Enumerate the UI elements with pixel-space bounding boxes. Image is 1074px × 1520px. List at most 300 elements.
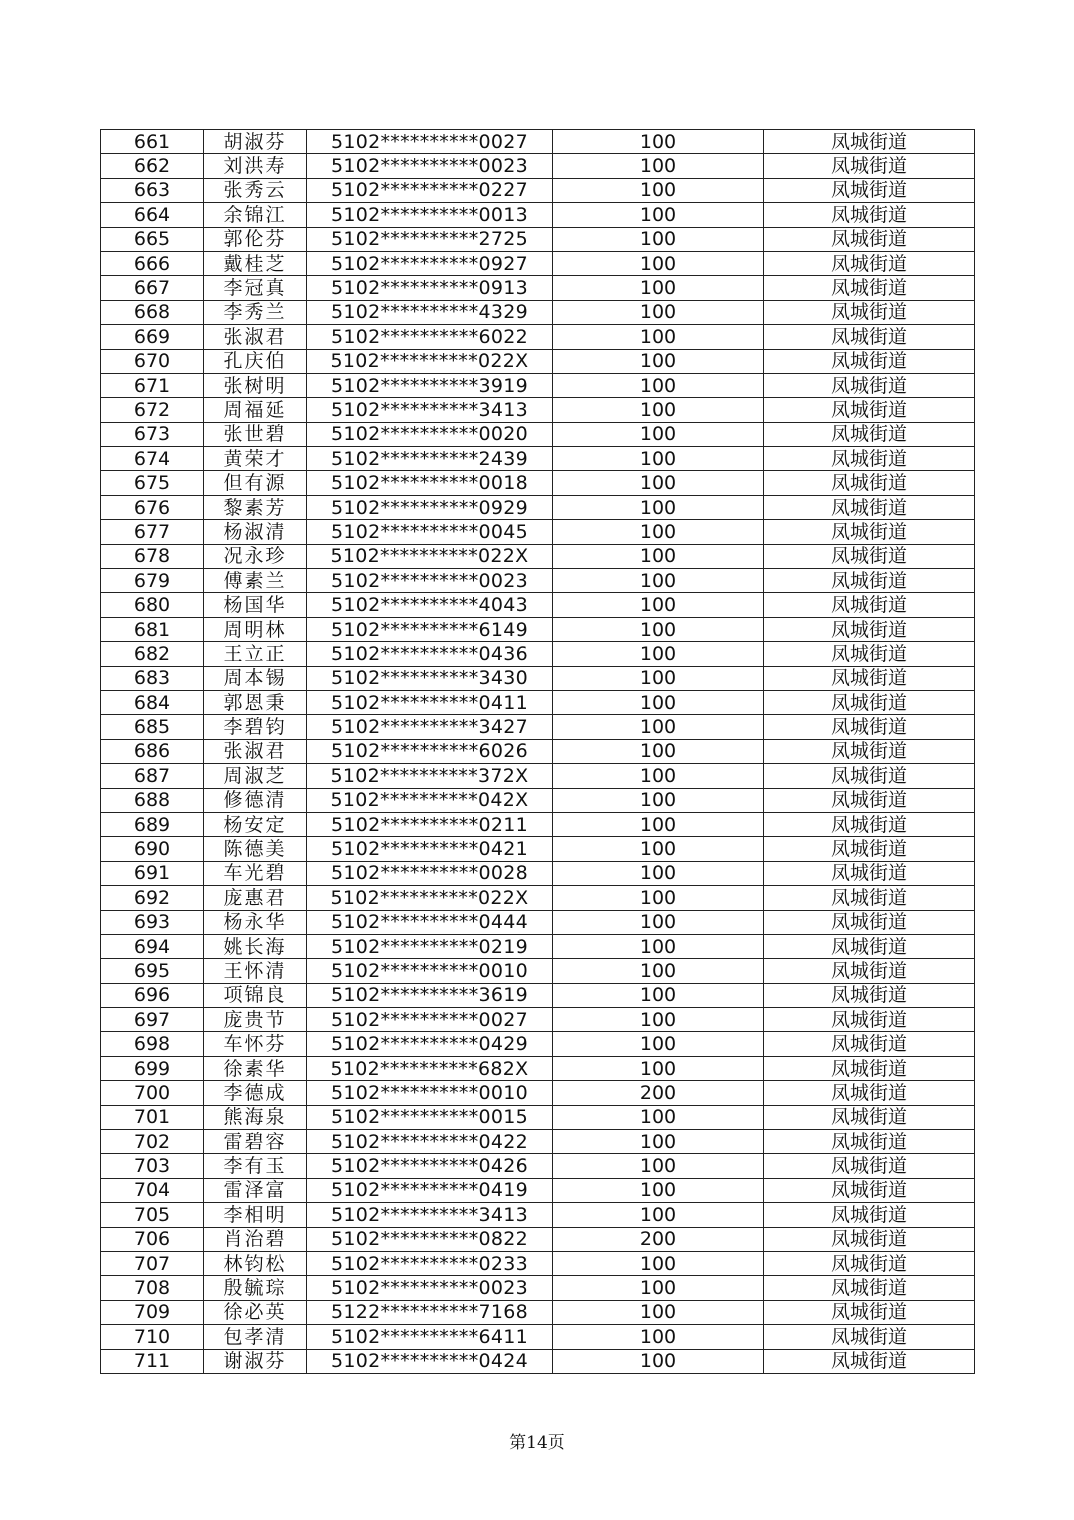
name-cell: 张淑君 [204,739,307,763]
row-number-cell: 675 [101,471,204,495]
id-number-cell: 5102**********0023 [307,1276,553,1300]
table-row [101,471,975,495]
table-row [101,788,975,812]
table-row [101,520,975,544]
amount-cell: 100 [553,178,764,202]
id-number-cell: 5102**********3427 [307,715,553,739]
district-cell: 凤城街道 [764,715,975,739]
district-cell: 凤城街道 [764,690,975,714]
district-cell: 凤城街道 [764,1032,975,1056]
name-cell: 林钧松 [204,1251,307,1275]
row-number-cell: 678 [101,544,204,568]
id-number-cell: 5102**********0419 [307,1178,553,1202]
amount-cell: 100 [553,1105,764,1129]
table-row [101,495,975,519]
id-number-cell: 5102**********4329 [307,300,553,324]
amount-cell: 200 [553,1081,764,1105]
district-cell: 凤城街道 [764,1276,975,1300]
amount-cell: 100 [553,544,764,568]
table-row [101,1178,975,1202]
id-number-cell: 5102**********022X [307,886,553,910]
amount-cell: 100 [553,837,764,861]
id-number-cell: 5102**********0227 [307,178,553,202]
district-cell: 凤城街道 [764,447,975,471]
name-cell: 熊海泉 [204,1105,307,1129]
district-cell: 凤城街道 [764,788,975,812]
table-row [101,276,975,300]
row-number-cell: 703 [101,1154,204,1178]
row-number-cell: 685 [101,715,204,739]
table-row [101,422,975,446]
name-cell: 谢淑芬 [204,1349,307,1373]
name-cell: 张世碧 [204,422,307,446]
id-number-cell: 5102**********0219 [307,934,553,958]
amount-cell: 100 [553,373,764,397]
id-number-cell: 5102**********4043 [307,593,553,617]
name-cell: 车怀芬 [204,1032,307,1056]
name-cell: 周福延 [204,398,307,422]
roster-table-body [101,130,975,1374]
amount-cell: 100 [553,447,764,471]
row-number-cell: 679 [101,569,204,593]
table-row [101,715,975,739]
district-cell: 凤城街道 [764,983,975,1007]
name-cell: 周本锡 [204,666,307,690]
name-cell: 傅素兰 [204,569,307,593]
name-cell: 黄荣才 [204,447,307,471]
row-number-cell: 701 [101,1105,204,1129]
district-cell: 凤城街道 [764,1300,975,1324]
id-number-cell: 5102**********0027 [307,130,553,154]
id-number-cell: 5102**********0436 [307,642,553,666]
table-row [101,1105,975,1129]
district-cell: 凤城街道 [764,178,975,202]
district-cell: 凤城街道 [764,130,975,154]
amount-cell: 100 [553,715,764,739]
row-number-cell: 676 [101,495,204,519]
amount-cell: 100 [553,495,764,519]
table-row [101,1227,975,1251]
name-cell: 李相明 [204,1203,307,1227]
table-row [101,910,975,934]
id-number-cell: 5102**********0023 [307,569,553,593]
district-cell: 凤城街道 [764,666,975,690]
name-cell: 张秀云 [204,178,307,202]
table-row [101,1276,975,1300]
row-number-cell: 690 [101,837,204,861]
table-row [101,959,975,983]
name-cell: 肖治碧 [204,1227,307,1251]
row-number-cell: 664 [101,203,204,227]
id-number-cell: 5102**********0424 [307,1349,553,1373]
row-number-cell: 684 [101,690,204,714]
district-cell: 凤城街道 [764,1008,975,1032]
name-cell: 王怀清 [204,959,307,983]
id-number-cell: 5102**********0233 [307,1251,553,1275]
name-cell: 余锦江 [204,203,307,227]
name-cell: 李德成 [204,1081,307,1105]
row-number-cell: 705 [101,1203,204,1227]
table-row [101,300,975,324]
name-cell: 黎素芳 [204,495,307,519]
amount-cell: 100 [553,1032,764,1056]
amount-cell: 100 [553,1203,764,1227]
district-cell: 凤城街道 [764,593,975,617]
row-number-cell: 689 [101,812,204,836]
table-row [101,1154,975,1178]
amount-cell: 100 [553,764,764,788]
district-cell: 凤城街道 [764,349,975,373]
table-row [101,837,975,861]
amount-cell: 100 [553,983,764,1007]
roster-table [100,129,975,1374]
amount-cell: 100 [553,1130,764,1154]
row-number-cell: 681 [101,617,204,641]
district-cell: 凤城街道 [764,886,975,910]
row-number-cell: 677 [101,520,204,544]
amount-cell: 100 [553,788,764,812]
row-number-cell: 669 [101,325,204,349]
id-number-cell: 5102**********372X [307,764,553,788]
table-row [101,1203,975,1227]
table-row [101,398,975,422]
row-number-cell: 686 [101,739,204,763]
amount-cell: 100 [553,251,764,275]
row-number-cell: 697 [101,1008,204,1032]
table-row [101,349,975,373]
name-cell: 徐必英 [204,1300,307,1324]
district-cell: 凤城街道 [764,373,975,397]
district-cell: 凤城街道 [764,1251,975,1275]
id-number-cell: 5102**********0027 [307,1008,553,1032]
amount-cell: 100 [553,276,764,300]
name-cell: 车光碧 [204,861,307,885]
row-number-cell: 666 [101,251,204,275]
table-row [101,544,975,568]
name-cell: 徐素华 [204,1056,307,1080]
id-number-cell: 5102**********3919 [307,373,553,397]
id-number-cell: 5102**********042X [307,788,553,812]
table-row [101,569,975,593]
id-number-cell: 5102**********0211 [307,812,553,836]
name-cell: 张淑君 [204,325,307,349]
district-cell: 凤城街道 [764,1227,975,1251]
name-cell: 杨国华 [204,593,307,617]
name-cell: 包孝清 [204,1325,307,1349]
amount-cell: 100 [553,1178,764,1202]
row-number-cell: 661 [101,130,204,154]
id-number-cell: 5102**********682X [307,1056,553,1080]
id-number-cell: 5102**********0929 [307,495,553,519]
row-number-cell: 695 [101,959,204,983]
district-cell: 凤城街道 [764,1056,975,1080]
district-cell: 凤城街道 [764,1130,975,1154]
table-row [101,1056,975,1080]
id-number-cell: 5102**********0822 [307,1227,553,1251]
district-cell: 凤城街道 [764,837,975,861]
id-number-cell: 5102**********6149 [307,617,553,641]
table-row [101,812,975,836]
id-number-cell: 5102**********0045 [307,520,553,544]
district-cell: 凤城街道 [764,739,975,763]
row-number-cell: 671 [101,373,204,397]
amount-cell: 100 [553,1251,764,1275]
district-cell: 凤城街道 [764,764,975,788]
amount-cell: 100 [553,617,764,641]
district-cell: 凤城街道 [764,495,975,519]
id-number-cell: 5102**********0010 [307,959,553,983]
row-number-cell: 710 [101,1325,204,1349]
table-row [101,1032,975,1056]
district-cell: 凤城街道 [764,251,975,275]
row-number-cell: 674 [101,447,204,471]
table-row [101,227,975,251]
row-number-cell: 680 [101,593,204,617]
name-cell: 王立正 [204,642,307,666]
amount-cell: 100 [553,593,764,617]
district-cell: 凤城街道 [764,1154,975,1178]
name-cell: 周淑芝 [204,764,307,788]
row-number-cell: 707 [101,1251,204,1275]
amount-cell: 100 [553,1349,764,1373]
district-cell: 凤城街道 [764,812,975,836]
amount-cell: 100 [553,959,764,983]
table-row [101,373,975,397]
table-row [101,617,975,641]
table-row [101,886,975,910]
id-number-cell: 5102**********0429 [307,1032,553,1056]
district-cell: 凤城街道 [764,544,975,568]
id-number-cell: 5102**********0422 [307,1130,553,1154]
amount-cell: 100 [553,1276,764,1300]
row-number-cell: 687 [101,764,204,788]
table-row [101,934,975,958]
id-number-cell: 5102**********3430 [307,666,553,690]
name-cell: 胡淑芬 [204,130,307,154]
id-number-cell: 5102**********0426 [307,1154,553,1178]
district-cell: 凤城街道 [764,203,975,227]
name-cell: 张树明 [204,373,307,397]
table-row [101,1325,975,1349]
district-cell: 凤城街道 [764,934,975,958]
district-cell: 凤城街道 [764,1081,975,1105]
row-number-cell: 702 [101,1130,204,1154]
district-cell: 凤城街道 [764,569,975,593]
table-row [101,154,975,178]
row-number-cell: 700 [101,1081,204,1105]
row-number-cell: 665 [101,227,204,251]
table-row [101,1008,975,1032]
amount-cell: 100 [553,812,764,836]
amount-cell: 100 [553,422,764,446]
row-number-cell: 692 [101,886,204,910]
district-cell: 凤城街道 [764,422,975,446]
table-row [101,666,975,690]
name-cell: 郭恩秉 [204,690,307,714]
id-number-cell: 5102**********0927 [307,251,553,275]
amount-cell: 100 [553,910,764,934]
district-cell: 凤城街道 [764,227,975,251]
id-number-cell: 5102**********0444 [307,910,553,934]
name-cell: 刘洪寿 [204,154,307,178]
table-row [101,447,975,471]
amount-cell: 100 [553,1008,764,1032]
name-cell: 孔庆伯 [204,349,307,373]
id-number-cell: 5102**********6411 [307,1325,553,1349]
amount-cell: 100 [553,739,764,763]
amount-cell: 100 [553,1154,764,1178]
row-number-cell: 704 [101,1178,204,1202]
name-cell: 周明林 [204,617,307,641]
row-number-cell: 672 [101,398,204,422]
name-cell: 项锦良 [204,983,307,1007]
id-number-cell: 5102**********0015 [307,1105,553,1129]
table-row [101,203,975,227]
district-cell: 凤城街道 [764,959,975,983]
district-cell: 凤城街道 [764,1178,975,1202]
amount-cell: 100 [553,398,764,422]
table-row [101,325,975,349]
name-cell: 郭伦芬 [204,227,307,251]
table-row [101,178,975,202]
id-number-cell: 5122**********7168 [307,1300,553,1324]
id-number-cell: 5102**********0421 [307,837,553,861]
row-number-cell: 683 [101,666,204,690]
district-cell: 凤城街道 [764,276,975,300]
amount-cell: 100 [553,861,764,885]
name-cell: 雷碧容 [204,1130,307,1154]
row-number-cell: 708 [101,1276,204,1300]
district-cell: 凤城街道 [764,1349,975,1373]
name-cell: 李碧钧 [204,715,307,739]
amount-cell: 100 [553,471,764,495]
row-number-cell: 682 [101,642,204,666]
name-cell: 李秀兰 [204,300,307,324]
amount-cell: 100 [553,1300,764,1324]
amount-cell: 100 [553,227,764,251]
district-cell: 凤城街道 [764,300,975,324]
table-row [101,130,975,154]
table-row [101,861,975,885]
name-cell: 庞贵节 [204,1008,307,1032]
id-number-cell: 5102**********0023 [307,154,553,178]
district-cell: 凤城街道 [764,617,975,641]
amount-cell: 100 [553,1056,764,1080]
district-cell: 凤城街道 [764,910,975,934]
id-number-cell: 5102**********3413 [307,1203,553,1227]
id-number-cell: 5102**********6026 [307,739,553,763]
district-cell: 凤城街道 [764,325,975,349]
row-number-cell: 663 [101,178,204,202]
id-number-cell: 5102**********022X [307,349,553,373]
district-cell: 凤城街道 [764,398,975,422]
amount-cell: 100 [553,325,764,349]
id-number-cell: 5102**********3413 [307,398,553,422]
table-row [101,739,975,763]
amount-cell: 200 [553,1227,764,1251]
row-number-cell: 696 [101,983,204,1007]
row-number-cell: 706 [101,1227,204,1251]
id-number-cell: 5102**********0013 [307,203,553,227]
district-cell: 凤城街道 [764,1203,975,1227]
amount-cell: 100 [553,642,764,666]
amount-cell: 100 [553,154,764,178]
amount-cell: 100 [553,349,764,373]
district-cell: 凤城街道 [764,520,975,544]
district-cell: 凤城街道 [764,1105,975,1129]
name-cell: 李冠真 [204,276,307,300]
name-cell: 况永珍 [204,544,307,568]
id-number-cell: 5102**********3619 [307,983,553,1007]
amount-cell: 100 [553,203,764,227]
row-number-cell: 673 [101,422,204,446]
table-row [101,1081,975,1105]
id-number-cell: 5102**********2439 [307,447,553,471]
amount-cell: 100 [553,520,764,544]
name-cell: 杨安定 [204,812,307,836]
table-row [101,251,975,275]
name-cell: 戴桂芝 [204,251,307,275]
row-number-cell: 688 [101,788,204,812]
name-cell: 但有源 [204,471,307,495]
amount-cell: 100 [553,300,764,324]
name-cell: 杨淑清 [204,520,307,544]
amount-cell: 100 [553,934,764,958]
page-number: 第14页 [509,1433,565,1453]
id-number-cell: 5102**********2725 [307,227,553,251]
table-row [101,642,975,666]
id-number-cell: 5102**********6022 [307,325,553,349]
id-number-cell: 5102**********0020 [307,422,553,446]
row-number-cell: 709 [101,1300,204,1324]
row-number-cell: 668 [101,300,204,324]
amount-cell: 100 [553,569,764,593]
table-row [101,593,975,617]
name-cell: 姚长海 [204,934,307,958]
row-number-cell: 662 [101,154,204,178]
id-number-cell: 5102**********022X [307,544,553,568]
table-row [101,1349,975,1373]
district-cell: 凤城街道 [764,471,975,495]
id-number-cell: 5102**********0028 [307,861,553,885]
row-number-cell: 693 [101,910,204,934]
district-cell: 凤城街道 [764,154,975,178]
name-cell: 李有玉 [204,1154,307,1178]
row-number-cell: 698 [101,1032,204,1056]
table-row [101,1300,975,1324]
name-cell: 雷泽富 [204,1178,307,1202]
name-cell: 杨永华 [204,910,307,934]
id-number-cell: 5102**********0010 [307,1081,553,1105]
name-cell: 陈德美 [204,837,307,861]
row-number-cell: 711 [101,1349,204,1373]
table-row [101,1130,975,1154]
table-row [101,1251,975,1275]
amount-cell: 100 [553,130,764,154]
id-number-cell: 5102**********0913 [307,276,553,300]
row-number-cell: 667 [101,276,204,300]
name-cell: 庞惠君 [204,886,307,910]
table-row [101,983,975,1007]
district-cell: 凤城街道 [764,642,975,666]
district-cell: 凤城街道 [764,1325,975,1349]
id-number-cell: 5102**********0411 [307,690,553,714]
district-cell: 凤城街道 [764,861,975,885]
row-number-cell: 670 [101,349,204,373]
amount-cell: 100 [553,886,764,910]
id-number-cell: 5102**********0018 [307,471,553,495]
table-row [101,764,975,788]
